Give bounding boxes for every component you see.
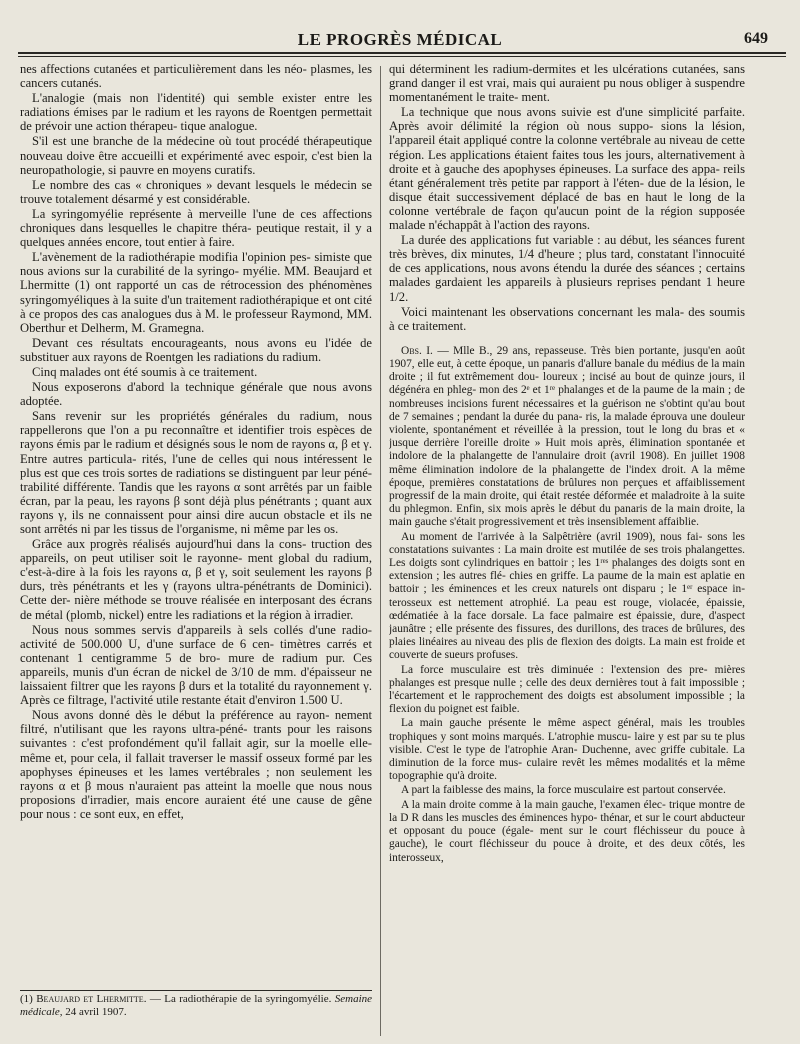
paragraph: Grâce aux progrès réalisés aujourd'hui dans la cons- truction des appareils, on peut utiliser soit le rayonne- ment global du radium, c'est-à-dire à la fois les rayons α, β et γ, soit seulement les rayons β durs, très pénétrants et les γ (rayons ultra-pénétrants de Dominici). Cette der- nière méthode se trouve réalisée en interposant des écrans de métal (plomb, nickel) entre les radiations et la région à irradier. <box>20 537 372 622</box>
paragraph: La durée des applications fut variable : au début, les séances furent très brèves, dix minutes, 1/4 d'heure ; plus tard, constatant l'innocuité de ces applications, nous avons étendu la durée des séances ; certains malades gardaient les appareils à plusieurs reprises pendant 1 heure 1/2. <box>389 233 745 304</box>
paragraph: S'il est une branche de la médecine où tout procédé thérapeutique nouveau doive être accueilli et expérimenté avec espoir, c'est bien la neuropathologie, si pauvre en moyens curatifs. <box>20 134 372 177</box>
observation-text: — Mlle B., 29 ans, repasseuse. Très bien portante, jusqu'en août 1907, elle eut, à cette époque, un panaris d'allure banale du médius de la main droite ; il fut extrêmement dou- loureux ; incisé au bout de quinze jours, il dégénéra en phleg- mon des 2ᵉ et 1ʳᵉ phalanges et de la paume de la main ; de nombreuses incisions furent nécessaires et la guérison ne s'obtint qu'au bout de 7 semaines ; pendant la durée du pana- ris, la malade éprouva une douleur violente, spontanément et réveillée à la pression, tout le long du bras et « jusque derrière l'oreille droite » Huit mois après, élimination spontanée et indolore de la phalangette de l'annulaire droit (avril 1908). En juillet 1908 même élimination indolore de la phalangette de l'index droit. A la même époque, premières constatations de brûlures non perçues et affaiblissement progressif de la main droite, qui était restée déformée et maladroite à la suite du phlegmon. Enfin, six mois après le début du panaris de la main droite, la main gauche s'était progressivement et très insensiblement affaiblie. <box>389 344 745 529</box>
observation-paragraph: La force musculaire est très diminuée : l'extension des pre- mières phalanges est presque nulle ; celle des deux dernières tout à fait impossible ; l'écartement et le rapprochement des doigts est absolument impossible ; la flexion du poignet est faible. <box>389 663 745 716</box>
footnote-authors: Beaujard et Lhermitte. <box>36 993 147 1005</box>
paragraph: Nous exposerons d'abord la technique générale que nous avons adoptée. <box>20 380 372 409</box>
paragraph: L'analogie (mais non l'identité) qui semble exister entre les radiations émises par le radium et les rayons de Roentgen permettait de prévoir une action thérapeu- tique analogue. <box>20 91 372 134</box>
running-title: LE PROGRÈS MÉDICAL <box>297 30 503 49</box>
paragraph: La technique que nous avons suivie est d'une simplicité parfaite. Après avoir délimité la région où nous suppo- sions la lésion, l'appareil était appliqué contre la colonne vertébrale au niveau de cette région. Les applications étaient faites tous les jours, alternativement à droite et à gauche des apophyses épineuses. La surface des appa- reils étant généralement très petite par rapport à l'éten- due de la lésion, le disque était successivement déplacé de bas en haut le long de la colonne vertébrale de façon qu'aucun point de la région supposée malade n'échappât à l'action des rayons. <box>389 105 745 233</box>
footnote-text: — La radiothérapie de la syringomyélie. <box>149 993 332 1005</box>
column-divider <box>380 66 381 1036</box>
footnote-marker: (1) <box>20 993 33 1005</box>
observation-paragraph: Au moment de l'arrivée à la Salpêtrière (avril 1909), nous fai- sons les constatations suivantes : La main droite est mutilée de ses trois phalangettes. Les doigts sont cylindriques en battoir ; les 1ʳᵉˢ phalanges des doigts sont en extension ; les autres flé- chies en griffe. La paume de la main est aplatie en battoir ; les éminences et les creux naturels ont disparu ; le 1ᵉʳ espace in- terosseux est nettement atrophié. La peau est rouge, violacée, épaissie, œdématiée à la face dorsale. La face palmaire est épaissie, dure, d'aspect jaunâtre ; elle présente des fissures, des durillons, des traces de brûlures, des plaies linéaires au niveau des plis de flexion des doigts. La main est froide et couverte de sueurs profuses. <box>389 530 745 662</box>
paragraph: Sans revenir sur les propriétés générales du radium, nous rappellerons que l'on a pu reconnaître et identifier trois espèces de rayons émis par le radium et désignés sous le nom de rayons α, β et γ. Entre autres particula- rités, l'une de celles qui nous intéressent le plus est que ces trois sortes de radiations se distinguent par leur péné- trabilité différente. Tandis que les rayons α sont arrêtés par un faible écran, par la peau, les rayons β sont déjà plus pénétrants ; quant aux rayons γ, ils ne connaissent pour ainsi dire aucun obstacle et ils ne sont arrêtés ni par les tissus de l'organisme, ni même par les os. <box>20 409 372 536</box>
observation-paragraph: A part la faiblesse des mains, la force musculaire est partout conservée. <box>401 784 726 797</box>
footnote-date: 24 avril 1907. <box>65 1005 127 1018</box>
observation-paragraph: La main gauche présente le même aspect général, mais les troubles trophiques y sont moins marqués. L'atrophie muscu- laire y est par su te plus visible. C'est le type de l'atrophie Aran- Duchenne, avec griffe cubitale. La diminution de la force mus- culaire revêt les mêmes modalités et la même topographie qu'à droite. <box>389 717 745 783</box>
footnote-journal: Semaine médicale, <box>20 993 373 1018</box>
paragraph: Devant ces résultats encourageants, nous avons eu l'idée de substituer aux rayons de Roentgen les radiations du radium. <box>20 335 372 364</box>
page-number: 649 <box>744 30 768 47</box>
paragraph: La syringomyélie représente à merveille l'une de ces affections chroniques dans lesquelles le chapitre théra- peutique restait, il y a quelques années encore, tout entier à faire. <box>20 206 372 250</box>
paragraph: Voici maintenant les observations concernant les mala- des soumis à ce traitement. <box>389 304 745 333</box>
paragraph: Le nombre des cas « chroniques » devant lesquels le médecin se trouve totalement désarmé y est considérable. <box>20 177 372 206</box>
observation-paragraph <box>389 345 745 530</box>
paragraph: qui déterminent les radium-dermites et les ulcérations cutanées, sans grand danger il est vrai, mais qui auraient pu nous obliger à suspendre momentanément le traite- ment. <box>389 62 745 105</box>
observation-title: Obs. I. <box>401 344 433 357</box>
left-column <box>20 62 372 990</box>
running-header <box>18 28 782 52</box>
paragraph: Nous nous sommes servis d'appareils à sels collés d'une radio-activité de 500.000 U, d'une surface de 6 cen- timètres carrés et contenant 1 centigramme 5 de bro- mure de radium pur. Ces appareils, munis d'un écran de nickel de 3/10 de mm. d'épaisseur ne laissaient filtrer que les rayons β durs et la totalité du rayonnement γ. Après ce filtrage, l'activité utile restante était d'environ 1.500 U. <box>20 622 372 708</box>
right-column <box>389 62 745 1037</box>
header-rule <box>18 52 786 57</box>
paragraph: nes affections cutanées et particulièrement dans les néo- plasmes, les cancers cutanés. <box>20 62 372 91</box>
paragraph: L'avènement de la radiothérapie modifia l'opinion pes- simiste que nous avions sur la curabilité de la syringo- myélie. MM. Beaujard et Lhermitte (1) ont rapporté un cas de rétrocession des phénomènes syringomyéliques à la suite d'un traitement radiothérapique et ont cité à ce propos des cas analogues dus à M. le professeur Raymond, MM. Oberthur et Delherm, M. Gramegna. <box>20 250 372 335</box>
footnote-rule <box>20 990 372 991</box>
paragraph: Cinq malades ont été soumis à ce traitement. <box>32 364 258 379</box>
paragraph: Nous avons donné dès le début la préférence au rayon- nement filtré, n'utilisant que les rayons ultra-péné- trants pour les raisons suivantes : c'est profondément qu'il fallait agir, sur la moelle elle-même et, pour cela, il fallait traverser le massif osseux formé par les apophyses épineuses et les lames vertébrales ; non seulement les rayons α et β mous n'auraient pas atteint la moelle que nous nous proposions d'irradier, mais encore auraient été une cause de gêne pour nous : ce sont eux, en effet, <box>20 708 372 821</box>
observation-paragraph: A la main droite comme à la main gauche, l'examen élec- trique montre de la D R dans les muscles des éminences hypo- thénar, et sur le court abducteur et opposant du pouce (égale- ment sur le court fléchisseur du pouce à gauche), le court fléchisseur du pouce à droite, et des deux côtés, les interosseux, <box>389 798 745 864</box>
footnote <box>20 993 372 1018</box>
